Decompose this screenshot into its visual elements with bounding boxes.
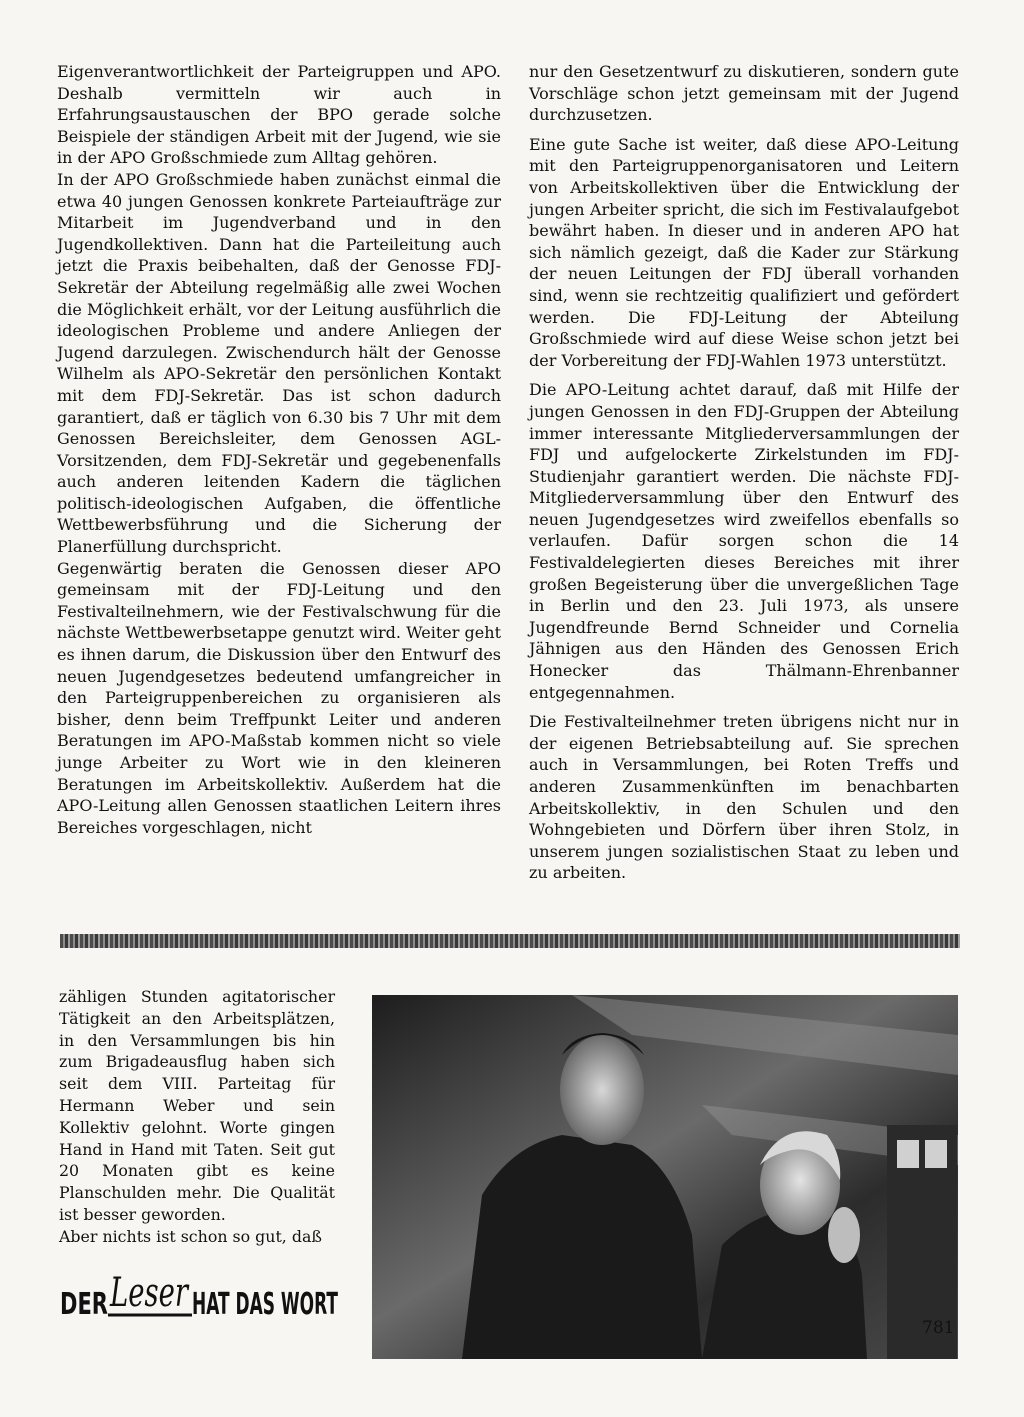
- paragraph: In der APO Großschmiede haben zunächst einmal die etwa 40 jungen Genossen konkrete Parteiaufträge zur Mitarbeit im Jugendverband und in den Jugendkollektiven. Dann hat die Parteileitung auch jetzt die Praxis beibehalten, daß der Genosse FDJ-Sekretär der Abteilung regelmäßig alle zwei Wochen die Möglichkeit erhält, vor der Leitung ausführlich die ideologischen Probleme und andere Anliegen der Jugend darzulegen. Zwischendurch hält der Genosse Wilhelm als APO-Sekretär den persönlichen Kontakt mit dem FDJ-Sekretär. Das ist schon dadurch garantiert, daß er täglich von 6.30 bis 7 Uhr mit dem Genossen Bereichsleiter, dem Genossen AGL-Vorsitzenden, dem FDJ-Sekretär und gegebenenfalls auch anderen leitenden Kadern die täglichen politisch-ideologischen Aufgaben, die öffentliche Wettbewerbsführung und die Sicherung der Planerfüllung durchspricht.: [57, 169, 501, 557]
- logo-word-der: DER: [60, 1287, 108, 1322]
- photo: [372, 995, 958, 1359]
- paragraph: Die APO-Leitung achtet darauf, daß mit Hilfe der jungen Genossen in den FDJ-Gruppen der Abteilung immer interessante Mitgliederversammlungen der FDJ und aufgelockerte Zirkelstunden im FDJ-Studienjahr garantiert werden. Die nächste FDJ-Mitgliederversammlung über den Entwurf des neuen Jugendgesetzes wird zweifellos ebenfalls so verlaufen. Dafür sorgen schon die 14 Festivaldelegierten dieses Bereiches mit ihrer großen Begeisterung über die unvergeßlichen Tage in Berlin und den 23. Juli 1973, als unsere Jugendfreunde Bernd Schneider und Cornelia Jähnigen aus den Händen des Genossen Erich Honecker das Thälmann-Ehrenbanner entgegennahmen.: [529, 380, 959, 702]
- left-text-column: [57, 61, 501, 838]
- right-text-column: [529, 61, 959, 884]
- paragraph: Die Festivalteilnehmer treten übrigens nicht nur in der eigenen Betriebsabteilung auf. Sie sprechen auch in Versammlungen, bei Roten Treffs und anderen Zusammenkünften im benachbarten Arbeitskollektiv, in den Schulen und den Wohngebieten und Dörfern über ihren Stolz, in unserem jungen sozialistischen Staat zu leben und zu arbeiten.: [529, 712, 959, 883]
- paragraph: Eigenverantwortlichkeit der Parteigruppen und APO. Deshalb vermitteln wir auch in Erfahrungsaustauschen der BPO gerade solche Beispiele der ständigen Arbeit mit der Jugend, wie sie in der APO Großschmiede zum Alltag gehören.: [57, 62, 501, 168]
- paragraph: Eine gute Sache ist weiter, daß diese APO-Leitung mit den Parteigruppenorganisatoren und Leitern von Arbeitskollektiven über die Entwicklung der jungen Arbeiter spricht, die sich im Festivalaufgebot bewährt haben. In dieser und in anderen APO hat sich nämlich gezeigt, daß die Kader zur Stärkung der neuen Leitungen der FDJ überall vorhanden sind, wenn sie rechtzeitig qualifiziert und gefördert werden. Die FDJ-Leitung der Abteilung Großschmiede wird auf diese Weise schon jetzt bei der Vorbereitung der FDJ-Wahlen 1973 unterstützt.: [529, 134, 959, 370]
- logo-word-leser: Leser: [109, 1270, 190, 1316]
- paragraph: zähligen Stunden agitatorischer Tätigkeit an den Arbeitsplätzen, in den Versammlungen bis hin zum Brigadeausflug haben sich seit dem VIII. Parteitag für Hermann Weber und sein Kollektiv gelohnt. Worte gingen Hand in Hand mit Taten. Seit gut 20 Monaten gibt es keine Planschulden mehr. Die Qualität ist besser geworden.: [59, 987, 335, 1224]
- logo-image: [60, 1264, 340, 1322]
- page-number: 781: [922, 1318, 955, 1338]
- section-divider: [60, 934, 960, 948]
- paragraph: Aber nichts ist schon so gut, daß: [59, 1226, 322, 1246]
- bottom-text-column: [59, 986, 335, 1248]
- paragraph: nur den Gesetzentwurf zu diskutieren, sondern gute Vorschläge schon jetzt gemeinsam mit der Jugend durchzusetzen.: [529, 62, 959, 125]
- column-logo: [60, 1264, 340, 1322]
- photo-image: [372, 995, 958, 1359]
- logo-word-hat-das-wort: HAT DAS WORT: [192, 1287, 339, 1322]
- paragraph: Gegenwärtig beraten die Genossen dieser APO gemeinsam mit der FDJ-Leitung und den Festivalteilnehmern, wie der Festivalschwung für die nächste Wettbewerbsetappe genutzt wird. Weiter geht es ihnen darum, die Diskussion über den Entwurf des neuen Jugendgesetzes bedeutend umfangreicher in den Parteigruppenbereichen zu organisieren als bisher, denn beim Treffpunkt Leiter und anderen Beratungen im APO-Maßstab kommen nicht so viele junge Arbeiter zu Wort wie in den kleineren Beratungen im Arbeitskollektiv. Außerdem hat die APO-Leitung allen Genossen staatlichen Leitern ihres Bereiches vorgeschlagen, nicht: [57, 558, 501, 837]
